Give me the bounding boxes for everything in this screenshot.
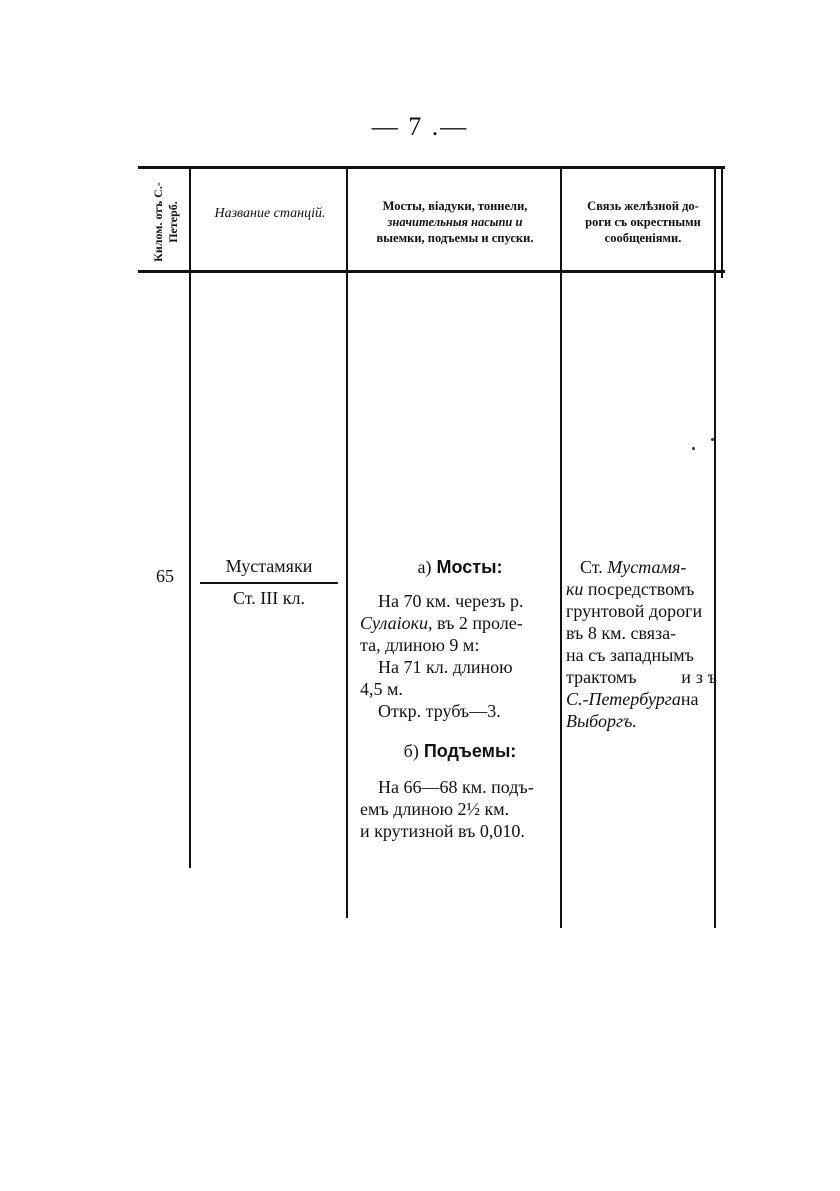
bridge2-line2: 4,5 м. — [360, 679, 403, 699]
conn-city-vyborg: Выборгъ. — [566, 711, 637, 731]
climb-line2: емъ длиною 2½ км. — [360, 799, 510, 819]
col-divider-4 — [714, 168, 716, 928]
conn-line2 — [566, 578, 722, 600]
conn-by-means: посредствомъ — [587, 579, 695, 599]
conn-line4: въ 8 км. связа- — [566, 623, 677, 643]
pipes-line: Откр. трубъ—3. — [378, 701, 501, 721]
header-structures-line3: выемки, подъемы и спуски. — [376, 231, 534, 245]
structures-cell — [360, 556, 560, 842]
conn-tract: трактомъ — [566, 667, 637, 687]
station-cell — [194, 556, 344, 609]
connections-cell — [566, 556, 722, 732]
conn-city-spb: С.-Петербурга — [566, 689, 681, 709]
header-structures-line2: значительныя насыпи и — [387, 215, 523, 229]
col-divider-2 — [346, 168, 348, 918]
header-structures — [352, 198, 558, 246]
km-value: 65 — [156, 566, 174, 586]
conn-line7 — [566, 688, 722, 710]
conn-st: Ст. — [580, 557, 603, 577]
bridge1-line1: На 70 км. черезъ р. — [378, 591, 524, 611]
station-name: Мустамяки — [225, 556, 313, 576]
print-speck — [711, 438, 714, 441]
table-header-rule — [138, 270, 725, 273]
river-name: Сулаіоки, — [360, 613, 433, 633]
bridges-heading-text: Мосты: — [436, 557, 503, 577]
bridge1-line2 — [360, 612, 560, 634]
climbs-heading-text: Подъемы: — [423, 741, 517, 761]
bridge1-line3: та, длиною 9 м: — [360, 635, 480, 655]
conn-line5: на съ западнымъ — [566, 645, 694, 665]
bridge2-line1: На 71 кл. длиною — [378, 657, 513, 677]
page-number: — 7 .— — [371, 112, 469, 141]
col-divider-1 — [189, 168, 191, 868]
climb-line1: На 66—68 км. подъ- — [378, 777, 534, 797]
climbs-heading — [360, 740, 560, 762]
bridges-letter: а) — [417, 557, 432, 577]
header-connections-line2: роги съ окрестными — [585, 215, 701, 229]
conn-line3: грунтовой дороги — [566, 601, 703, 621]
station-class: Ст. III кл. — [233, 587, 305, 608]
col-divider-right — [721, 168, 723, 278]
print-speck — [692, 447, 695, 450]
station-divider — [200, 582, 338, 584]
climb-line3: и крутизной въ 0,010. — [360, 821, 525, 841]
conn-line1 — [566, 556, 722, 578]
conn-line6 — [566, 666, 722, 688]
conn-station-name-end: ки — [566, 579, 584, 599]
header-connections — [566, 198, 720, 246]
col-divider-3 — [560, 168, 562, 928]
bridge1-spans: въ 2 проле- — [437, 613, 523, 633]
header-km-label: Килом. отъ С.-Петерб. — [151, 182, 180, 262]
conn-station-name: Мустамя- — [607, 557, 687, 577]
table-top-rule — [138, 166, 725, 169]
header-structures-line1: Мосты, віадуки, тоннели, — [382, 199, 528, 213]
climbs-letter: б) — [403, 741, 419, 761]
conn-to: на — [680, 689, 699, 709]
header-station: Название станцій. — [214, 206, 326, 221]
conn-from: изъ — [681, 667, 722, 687]
header-connections-line3: сообщеніями. — [604, 231, 682, 245]
header-connections-line1: Связь желѣзной до- — [587, 199, 699, 213]
bridges-heading — [360, 556, 560, 578]
header-km — [145, 172, 187, 272]
